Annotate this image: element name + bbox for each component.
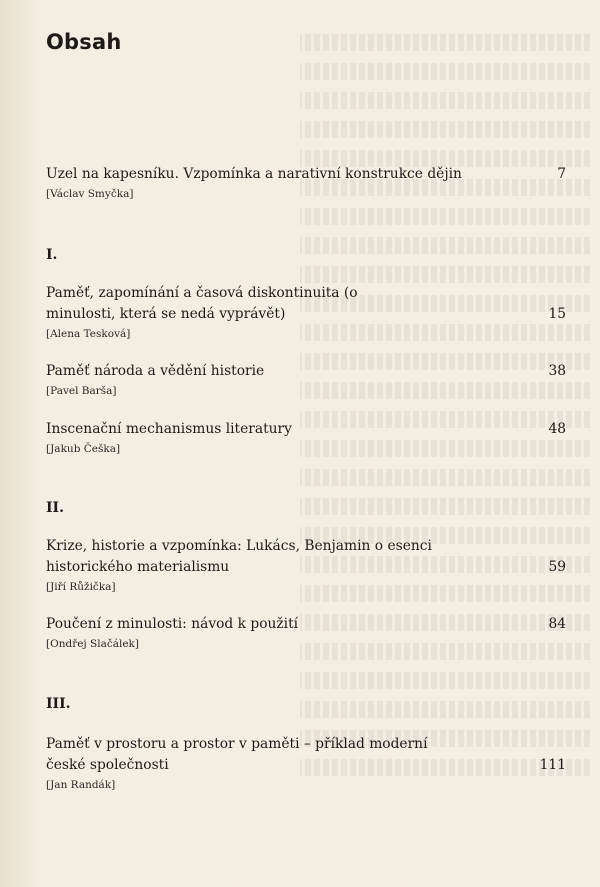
toc-entry-author: [Ondřej Slačálek] <box>46 638 139 650</box>
section-heading: III. <box>46 696 71 712</box>
toc-entry-author: [Jakub Češka] <box>46 443 121 455</box>
toc-entry-page: 38 <box>548 363 566 379</box>
toc-entry-page: 84 <box>548 616 566 632</box>
toc-entry-title: Krize, historie a vzpomínka: Lukács, Benjamin o esenci historického materialismu <box>46 538 432 575</box>
toc-entry-title: Uzel na kapesníku. Vzpomínka a narativní konstrukce dějin <box>46 166 462 182</box>
toc-entry-title: Inscenační mechanismus literatury <box>46 421 292 437</box>
toc-entry-title: Paměť, zapomínání a časová diskontinuita (o minulosti, která se nedá vyprávět) <box>46 285 358 322</box>
toc-entry-title: Poučení z minulosti: návod k použití <box>46 616 299 632</box>
toc-entry-author: [Alena Tesková] <box>46 328 131 340</box>
toc-entry[interactable] <box>46 419 566 455</box>
toc-entry-page: 7 <box>557 166 566 182</box>
toc-entry[interactable] <box>46 734 566 791</box>
toc-entry-page: 48 <box>548 421 566 437</box>
section-heading: I. <box>46 247 58 263</box>
toc-entry-author: [Jiří Růžička] <box>46 581 116 593</box>
toc-entry-title: Paměť národa a vědění historie <box>46 363 265 379</box>
toc-entry[interactable] <box>46 361 566 397</box>
toc-entry-title: Paměť v prostoru a prostor v paměti – příklad moderní české společnosti <box>46 736 428 773</box>
toc-entry-author: [Václav Smyčka] <box>46 188 134 200</box>
section-heading: II. <box>46 500 64 516</box>
toc-entry-author: [Pavel Barša] <box>46 385 117 397</box>
toc-entry[interactable] <box>46 614 566 650</box>
toc-entry[interactable] <box>46 283 566 340</box>
toc-entry-page: 59 <box>548 559 566 575</box>
toc-entry[interactable] <box>46 536 566 593</box>
toc-entry-page: 111 <box>539 757 566 773</box>
page-title: Obsah <box>46 30 122 54</box>
toc-entry-author: [Jan Randák] <box>46 779 116 791</box>
toc-entry-page: 15 <box>548 306 566 322</box>
toc-entry[interactable] <box>46 164 566 200</box>
